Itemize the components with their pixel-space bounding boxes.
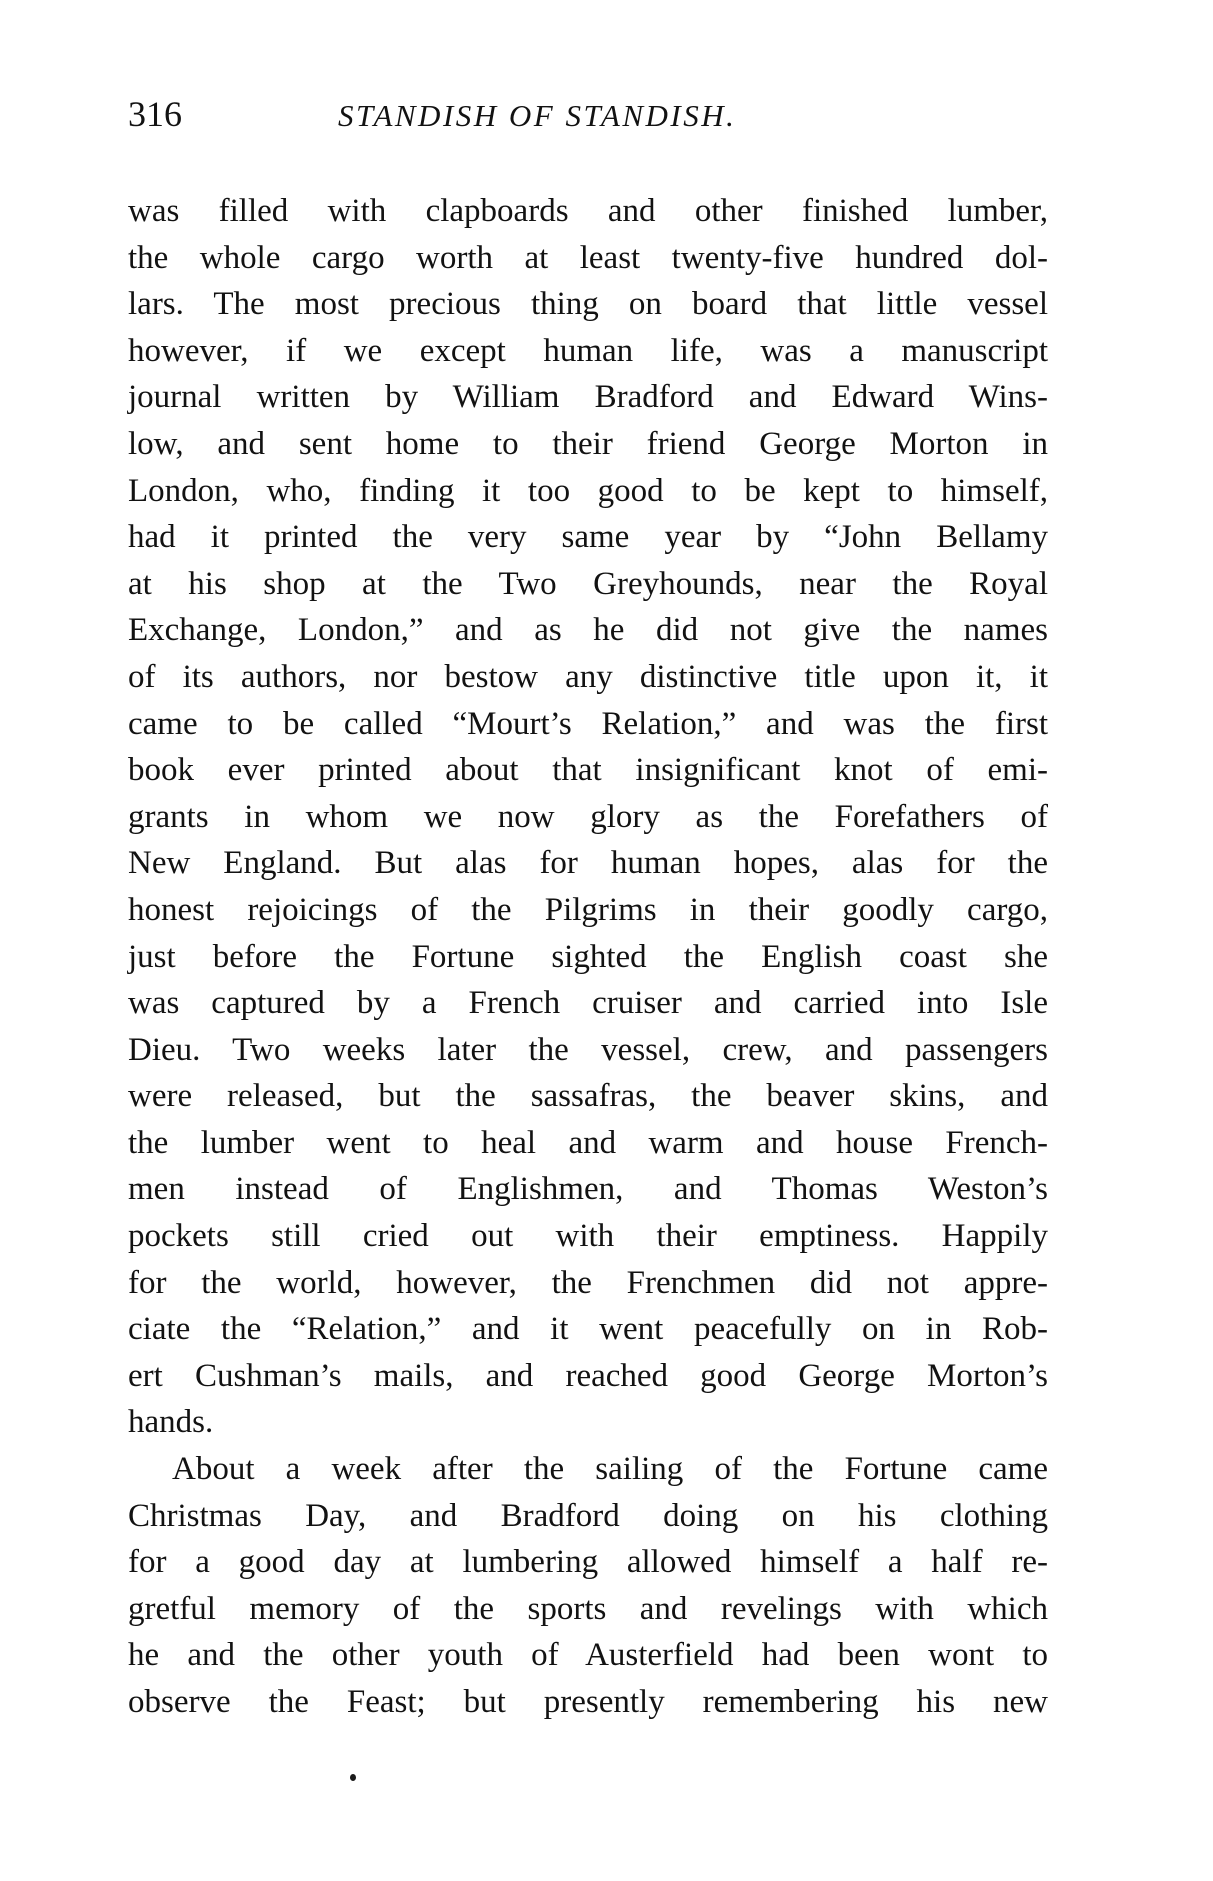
text-line: pockets still cried out with their emptiness. Happily [128, 1218, 1048, 1255]
text-line: book ever printed about that insignificant knot of emi- [128, 752, 1048, 789]
body-text [128, 188, 1048, 1726]
paragraph [128, 188, 1048, 1446]
text-line: at his shop at the Two Greyhounds, near the Royal [128, 565, 1048, 602]
text-line: of its authors, nor bestow any distinctive title upon it, it [128, 658, 1048, 695]
text-line: honest rejoicings of the Pilgrims in their goodly cargo, [128, 891, 1048, 928]
text-line: New England. But alas for human hopes, alas for the [128, 845, 1048, 882]
text-line: ert Cushman’s mails, and reached good George Morton’s [128, 1357, 1048, 1394]
text-line: ciate the “Relation,” and it went peacefully on in Rob- [128, 1311, 1048, 1348]
text-line: Christmas Day, and Bradford doing on his clothing [128, 1497, 1048, 1534]
page-number: 316 [128, 94, 182, 134]
text-line: hands. [128, 1404, 214, 1441]
paragraph [128, 1446, 1048, 1726]
text-line: low, and sent home to their friend George Morton in [128, 425, 1048, 462]
text-line: had it printed the very same year by “John Bellamy [128, 519, 1048, 556]
ink-speck [350, 1774, 356, 1781]
text-line: gretful memory of the sports and revelings with which [128, 1590, 1048, 1627]
text-line: journal written by William Bradford and Edward Wins- [128, 379, 1048, 416]
text-line: came to be called “Mourt’s Relation,” and was the first [128, 705, 1048, 742]
text-line: however, if we except human life, was a manuscript [128, 332, 1048, 369]
text-line: were released, but the sassafras, the beaver skins, and [128, 1078, 1048, 1115]
text-line: men instead of Englishmen, and Thomas Weston’s [128, 1171, 1048, 1208]
text-line: the whole cargo worth at least twenty-five hundred dol- [128, 239, 1048, 276]
text-line: for the world, however, the Frenchmen did not appre- [128, 1264, 1048, 1301]
text-line: for a good day at lumbering allowed himself a half re- [128, 1544, 1048, 1581]
text-line: he and the other youth of Austerfield had been wont to [128, 1637, 1048, 1674]
text-line: the lumber went to heal and warm and house French- [128, 1124, 1048, 1161]
text-line: grants in whom we now glory as the Forefathers of [128, 798, 1048, 835]
text-line: was filled with clapboards and other finished lumber, [128, 193, 1048, 229]
text-line: About a week after the sailing of the Fortune came [172, 1451, 1048, 1488]
text-line: London, who, finding it too good to be kept to himself, [128, 472, 1048, 509]
text-line: observe the Feast; but presently remembering his new [128, 1684, 1048, 1720]
text-line: lars. The most precious thing on board that little vessel [128, 286, 1048, 323]
text-line: Exchange, London,” and as he did not give the names [128, 612, 1048, 649]
text-line: was captured by a French cruiser and carried into Isle [128, 985, 1048, 1022]
text-line: Dieu. Two weeks later the vessel, crew, and passengers [128, 1031, 1048, 1068]
text-line: just before the Fortune sighted the English coast she [128, 938, 1048, 975]
running-title: STANDISH OF STANDISH. [338, 98, 737, 133]
page-header [128, 90, 1052, 150]
